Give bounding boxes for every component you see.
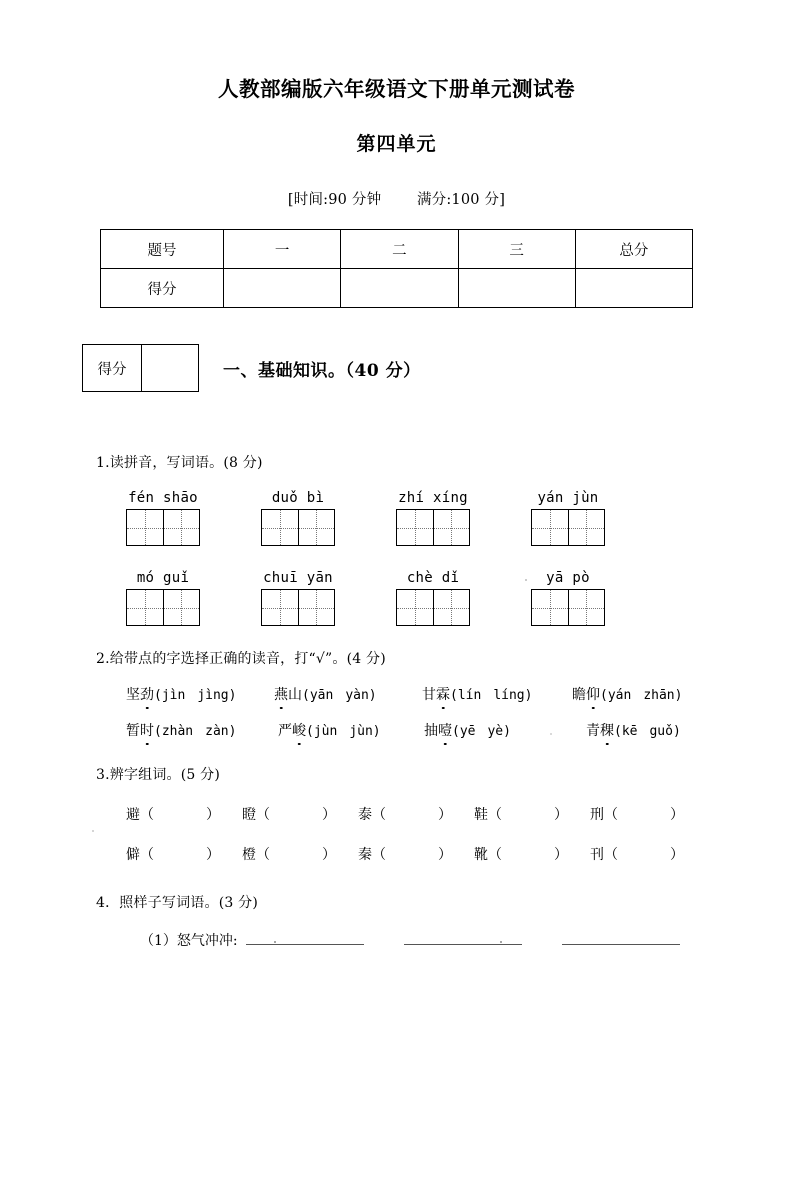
bianzi-char: 橙 [242,847,256,863]
bianzi-char: 靴 [474,847,488,863]
choice-option[interactable]: zhàn [161,724,194,739]
bianzi-item[interactable] [242,844,358,864]
choice-option[interactable]: líng [493,688,525,703]
choice-option[interactable]: jìn [161,688,186,703]
page-title: 人教部编版六年级语文下册单元测试卷 [218,77,575,101]
defen-input-cell[interactable] [142,345,198,391]
score-table-row-label: 得分 [101,269,224,308]
tianzige-cell[interactable] [298,510,335,545]
choice-item[interactable]: 坚劲(jìn jìng) [126,684,274,704]
score-table-cell: 一 [224,230,341,269]
choice-option[interactable]: yān [309,688,334,703]
pinyin-label: zhí xíng [398,490,468,506]
score-table-row-label: 题号 [101,230,224,269]
open-paren: （ [256,807,270,823]
tianzige-grid[interactable] [531,509,605,546]
score-table-input-cell[interactable] [224,269,341,308]
pinyin-label: fén shāo [128,490,198,506]
bianzi-char: 刊 [590,847,604,863]
section-one-header [82,344,793,392]
close-paren: ） [322,807,336,823]
tianzige-cell[interactable] [397,510,433,545]
choice-word-dotted: 霖 [436,684,450,704]
answer-blank[interactable] [246,930,364,945]
tianzige-cell[interactable] [532,510,568,545]
question-2-prompt: 2.给带点的字选择正确的读音，打“√”。(4 分) [96,651,386,667]
item-number: （1） [140,933,177,949]
tianzige-cell[interactable] [262,590,298,625]
choice-word-pre: 严 [278,723,292,739]
open-paren: （ [488,847,502,863]
pinyin-row-1 [126,490,793,546]
pinyin-grid-item [396,490,531,546]
pinyin-grid-item [261,490,396,546]
open-paren: （ [372,807,386,823]
choice-item[interactable]: 严峻(jùn jùn) [278,720,424,740]
close-paren: ） [670,807,684,823]
tianzige-cell[interactable] [127,590,163,625]
tianzige-grid[interactable] [261,589,335,626]
close-paren: ） [206,807,220,823]
tianzige-cell[interactable] [397,590,433,625]
tianzige-cell[interactable] [127,510,163,545]
bianzi-char: 避 [126,807,140,823]
score-table-cell: 二 [341,230,458,269]
answer-blank[interactable] [562,930,680,945]
bianzi-item[interactable] [126,804,242,824]
choice-item[interactable]: 抽噎(yē yè) [424,720,550,740]
score-table [100,229,693,308]
stray-mark-icon [525,579,527,581]
choice-word-dotted: 劲 [140,684,154,704]
pinyin-label: duǒ bì [271,490,325,506]
open-paren: （ [140,847,154,863]
tianzige-grid[interactable] [126,589,200,626]
choice-option[interactable]: jùn [349,724,373,739]
question-3-row-2 [126,844,793,864]
tianzige-cell[interactable] [163,510,200,545]
choice-option[interactable]: jìng [197,688,229,703]
tianzige-grid[interactable] [531,589,605,626]
tianzige-cell[interactable] [262,510,298,545]
tianzige-grid[interactable] [396,589,470,626]
choice-option[interactable]: kē [621,724,638,739]
bianzi-item[interactable] [590,844,706,864]
score-table-wrapper [0,229,793,308]
close-paren: ） [322,847,336,863]
item-sample-word: 怒气冲冲: [176,933,238,949]
choice-word-pre: 瞻 [572,687,586,703]
exam-time-label: [时间:90 分钟 [287,192,382,208]
bianzi-item[interactable] [358,804,474,824]
bianzi-char: 瞪 [242,807,256,823]
choice-word-dotted: 时 [140,720,154,740]
pinyin-grid-item [261,570,396,626]
bianzi-item[interactable] [474,804,590,824]
choice-word-pre: 青 [586,723,600,739]
pinyin-grid-item [396,570,531,626]
open-paren: （ [140,807,154,823]
page-subtitle: 第四单元 [356,133,437,155]
close-paren: ） [206,847,220,863]
score-table-input-cell[interactable] [575,269,692,308]
choice-option[interactable]: yán [607,688,632,703]
bianzi-char: 泰 [358,807,372,823]
pinyin-grid-item [531,490,666,546]
choice-word-pre: 暂 [126,723,140,739]
question-1-prompt: 1.读拼音，写词语。(8 分) [96,455,263,471]
choice-word-dotted: 稞 [600,720,614,740]
tianzige-cell[interactable] [568,510,605,545]
choice-word-dotted: 噎 [438,720,452,740]
bianzi-item[interactable] [126,844,242,864]
open-paren: （ [488,807,502,823]
pinyin-label: chuī yān [263,570,333,586]
bianzi-char: 鞋 [474,807,488,823]
choice-option[interactable]: guǒ [649,724,673,739]
question-4-prompt: 4．照样子写词语。(3 分) [96,895,258,911]
choice-item[interactable]: 暂时(zhàn zàn) [126,720,278,740]
stray-mark-icon [92,830,94,832]
choice-item[interactable]: 燕山(yān yàn) [274,684,422,704]
open-paren: （ [604,807,618,823]
bianzi-char: 秦 [358,847,372,863]
exam-total-score-label: 满分:100 分] [416,192,506,208]
pinyin-label: mó guǐ [136,570,190,586]
close-paren: ） [670,847,684,863]
pinyin-grid-item [126,490,261,546]
table-row [101,230,693,269]
open-paren: （ [256,847,270,863]
score-table-cell: 总分 [575,230,692,269]
section-one-title: 一、基础知识。（40 分） [223,360,421,381]
pinyin-label: yán jùn [537,490,599,506]
close-paren: ） [438,807,452,823]
choice-word-post: 山 [288,687,302,703]
question-3-row-1 [126,804,793,824]
tianzige-grid[interactable] [396,509,470,546]
choice-option[interactable]: lín [457,688,482,703]
stray-mark-row [0,824,793,838]
choice-word-dotted: 燕 [274,684,288,704]
tianzige-grid[interactable] [261,509,335,546]
choice-option[interactable]: zàn [205,724,229,739]
defen-label: 得分 [83,345,142,391]
open-paren: （ [604,847,618,863]
tianzige-grid[interactable] [126,509,200,546]
open-paren: （ [372,847,386,863]
choice-item[interactable]: 青稞(kē guǒ) [586,720,681,740]
question-3-prompt: 3.辨字组词。(5 分) [96,767,221,783]
choice-option[interactable]: zhān [643,688,675,703]
pinyin-row-2 [126,570,793,626]
table-row [101,269,693,308]
choice-word-dotted: 仰 [586,684,600,704]
stray-mark-icon [550,733,552,735]
bianzi-char: 刑 [590,807,604,823]
answer-blank[interactable] [404,930,522,945]
tianzige-cell[interactable] [568,590,605,625]
choice-word-pre: 坚 [126,687,140,703]
question-2-line-1 [126,684,793,704]
test-paper-page [0,72,793,1194]
tianzige-cell[interactable] [163,590,200,625]
choice-item[interactable]: 瞻仰(yán zhān) [572,684,682,704]
pinyin-grid-item [126,570,261,626]
question-1-grids [0,490,793,626]
choice-word-dotted: 峻 [292,720,306,740]
choice-word-pre: 甘 [422,687,436,703]
bianzi-char: 僻 [126,847,140,863]
choice-option[interactable]: yē [459,724,476,739]
choice-word-pre: 抽 [424,723,438,739]
stray-mark-icon [274,941,276,943]
question-4-item-1 [140,930,793,950]
bianzi-item[interactable] [242,804,358,824]
score-table-input-cell[interactable] [458,269,575,308]
choice-item[interactable]: 甘霖(lín líng) [422,684,572,704]
bianzi-item[interactable] [590,804,706,824]
score-table-input-cell[interactable] [341,269,458,308]
close-paren: ） [554,847,568,863]
pinyin-label: chè dǐ [406,570,460,586]
close-paren: ） [554,807,568,823]
bianzi-item[interactable] [474,844,590,864]
choice-option[interactable]: jùn [313,724,338,739]
pinyin-grid-item [531,570,666,626]
pinyin-label: yā pò [546,570,590,586]
exam-info [0,188,793,209]
close-paren: ） [438,847,452,863]
choice-option[interactable]: yè [487,724,504,739]
question-2-line-2 [126,720,793,740]
defen-box [82,344,199,392]
tianzige-cell[interactable] [298,590,335,625]
choice-option[interactable]: yàn [345,688,369,703]
stray-mark-icon [500,941,502,943]
tianzige-cell[interactable] [433,510,470,545]
bianzi-item[interactable] [358,844,474,864]
score-table-cell: 三 [458,230,575,269]
tianzige-cell[interactable] [433,590,470,625]
tianzige-cell[interactable] [532,590,568,625]
